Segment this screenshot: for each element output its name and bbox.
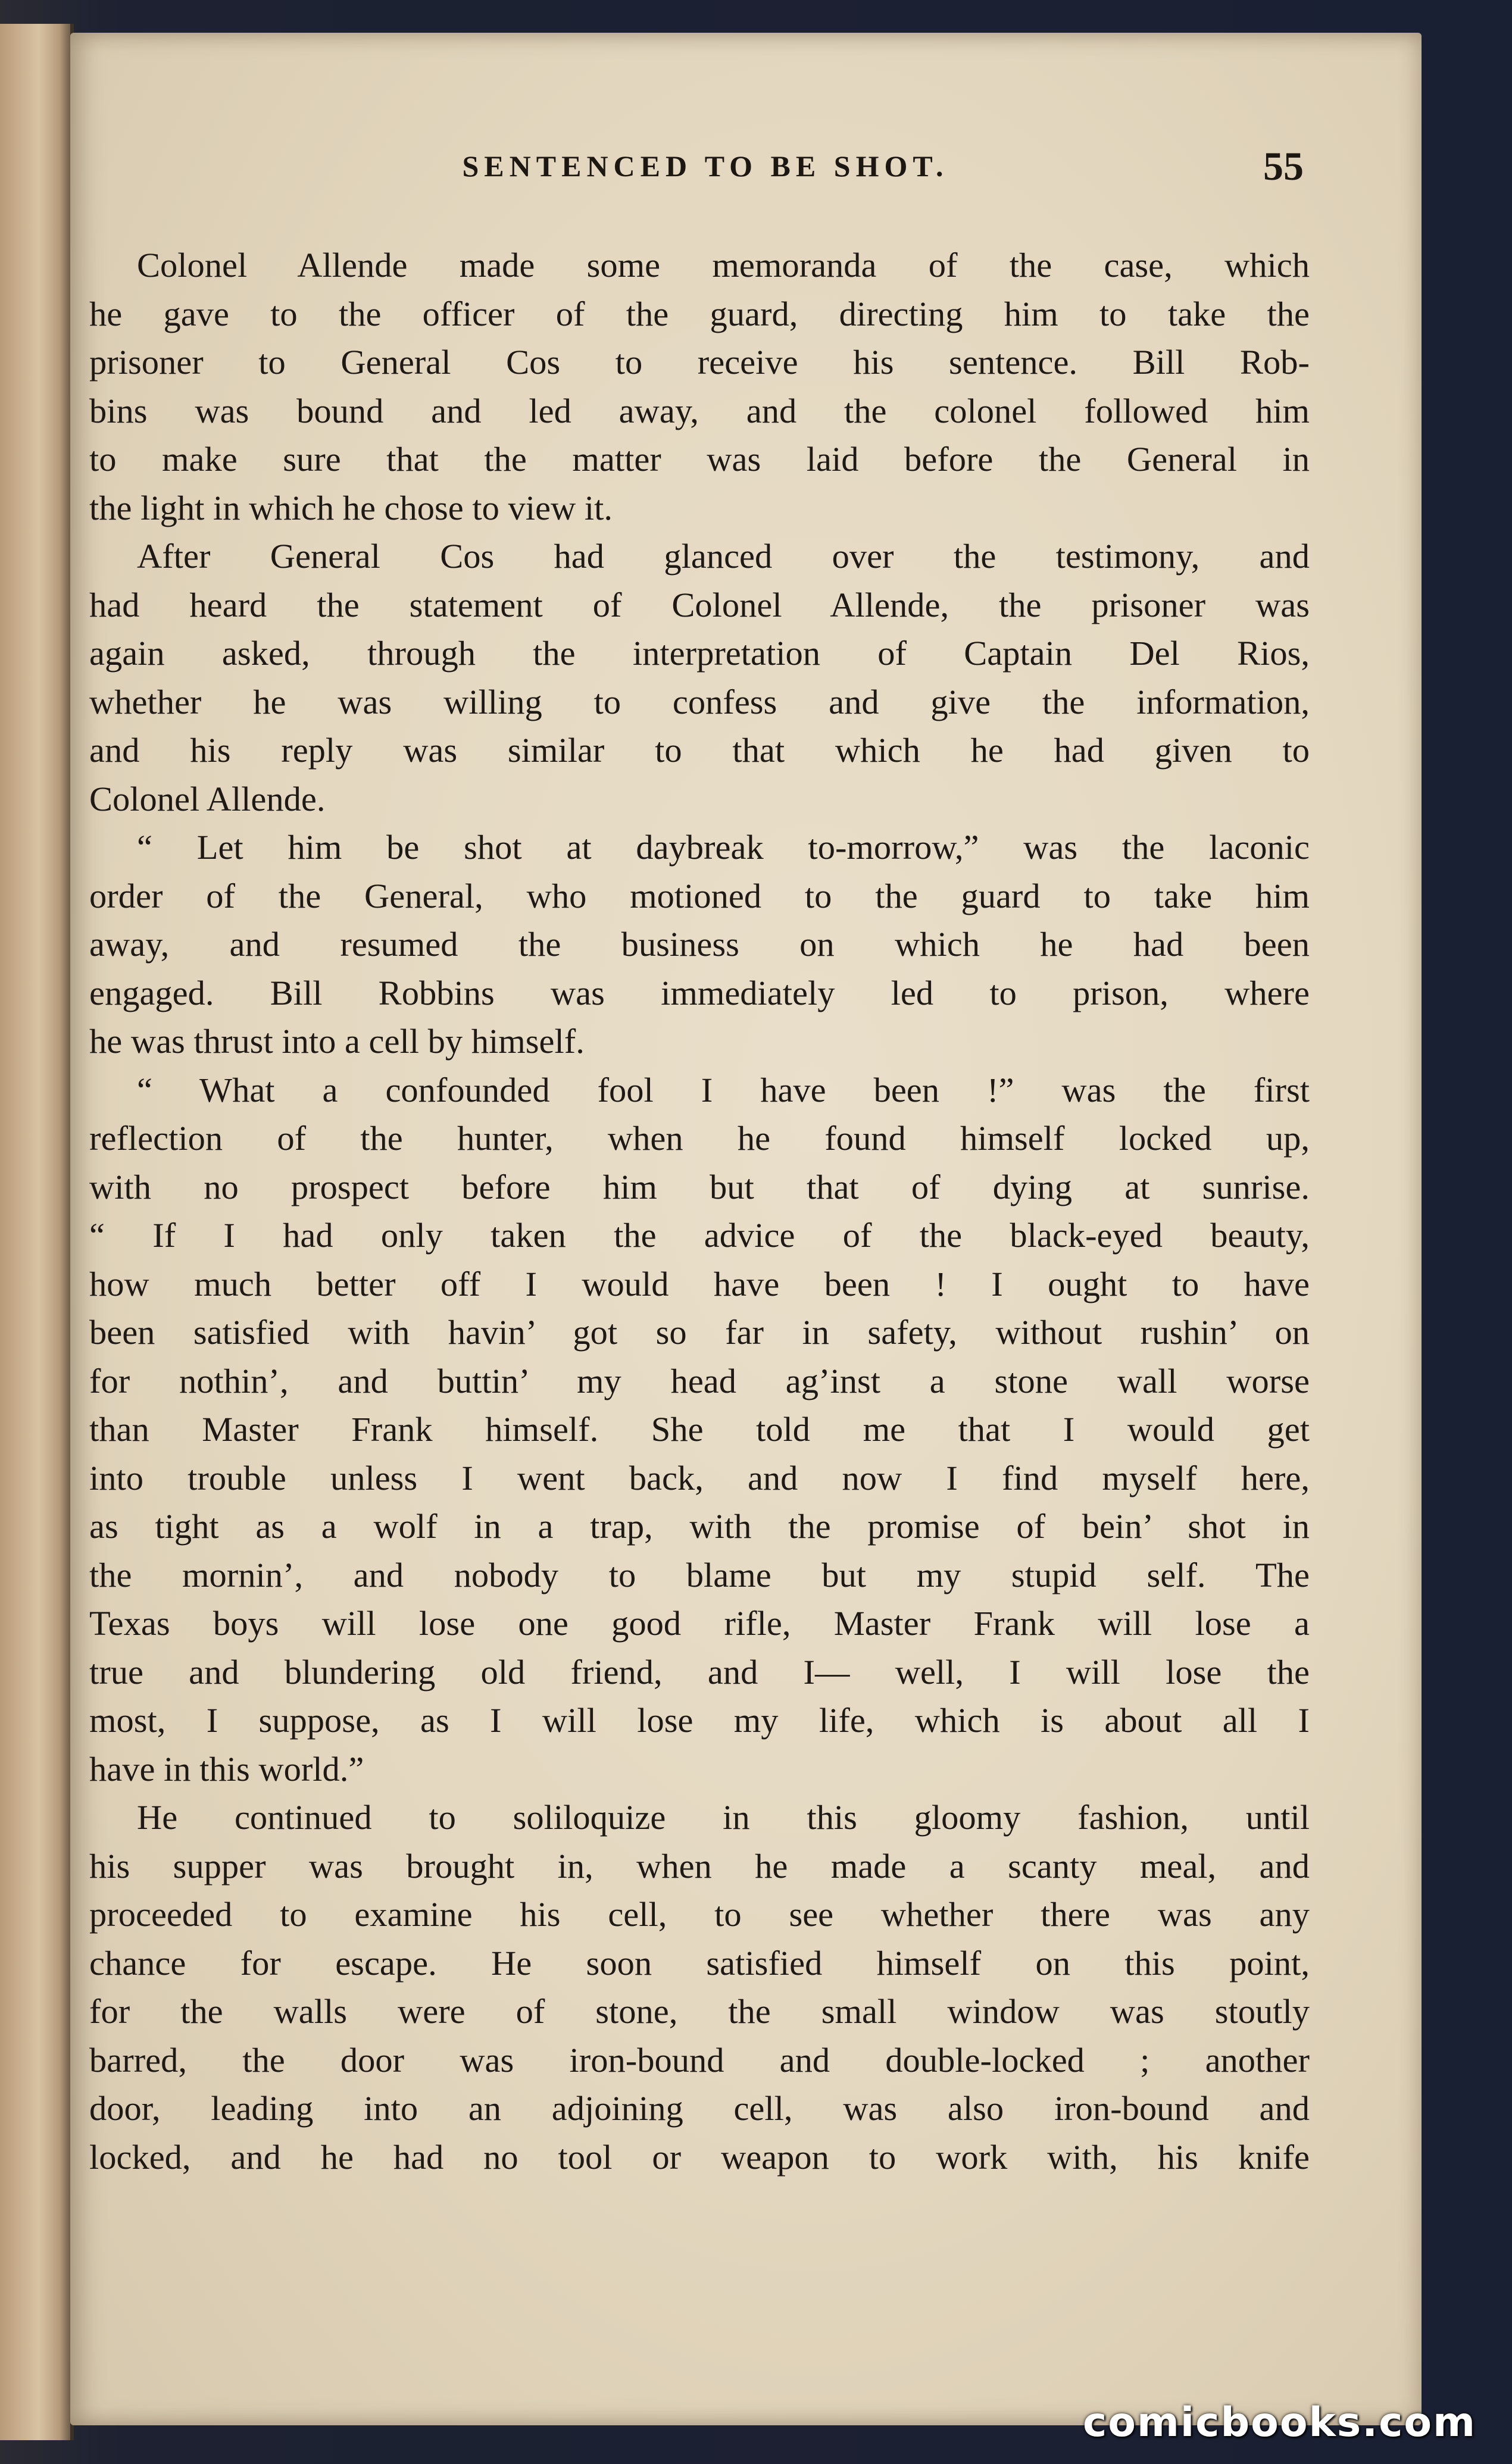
text-line: have in this world.” (89, 1749, 364, 1788)
text-line: to make sure that the matter was laid before the General in (89, 440, 1310, 479)
text-line: with no prospect before him but that of dying at sunrise. (89, 1167, 1310, 1206)
watermark-logo: comicbooks.com (1082, 2399, 1476, 2446)
text-line: whether he was willing to confess and give the information, (89, 682, 1310, 721)
text-line: been satisfied with havin’ got so far in safety, without rushin’ on (89, 1313, 1310, 1352)
text-line: again asked, through the interpretation of Captain Del Rios, (89, 634, 1310, 673)
paragraph (89, 823, 1310, 1066)
page-number: 55 (1263, 143, 1304, 189)
body-text (89, 241, 1310, 2181)
text-line: prisoner to General Cos to receive his sentence. Bill Rob- (89, 343, 1310, 382)
paragraph (89, 532, 1310, 823)
text-line: chance for escape. He soon satisfied himself on this point, (89, 1943, 1310, 1983)
text-line: engaged. Bill Robbins was immediately led to prison, where (89, 973, 1310, 1012)
text-line: for nothin’, and buttin’ my head ag’inst a stone wall worse (89, 1361, 1310, 1400)
text-line: After General Cos had glanced over the testimony, and (137, 537, 1310, 576)
paragraph (89, 241, 1310, 532)
paragraph (89, 1066, 1310, 1794)
text-line: he gave to the officer of the guard, directing him to take the (89, 294, 1310, 333)
text-line: had heard the statement of Colonel Allende, the prisoner was (89, 585, 1310, 624)
text-line: away, and resumed the business on which he had been (89, 925, 1310, 964)
text-line: the mornin’, and nobody to blame but my stupid self. The (89, 1555, 1310, 1594)
text-line: as tight as a wolf in a trap, with the promise of bein’ shot in (89, 1507, 1310, 1546)
text-line: true and blundering old friend, and I— well, I will lose the (89, 1652, 1310, 1691)
text-line: reflection of the hunter, when he found himself locked up, (89, 1119, 1310, 1158)
text-line: He continued to soliloquize in this gloomy fashion, until (137, 1798, 1310, 1837)
running-title: SENTENCED TO BE SHOT. (462, 149, 949, 183)
text-line: Texas boys will lose one good rifle, Master Frank will lose a (89, 1604, 1310, 1643)
text-line: he was thrust into a cell by himself. (89, 1022, 585, 1061)
text-line: into trouble unless I went back, and now I find myself here, (89, 1458, 1310, 1497)
text-line: “ If I had only taken the advice of the black-eyed beauty, (89, 1216, 1310, 1255)
text-line: “ What a confounded fool I have been !” was the first (137, 1070, 1310, 1109)
text-line: how much better off I would have been ! I ought to have (89, 1264, 1310, 1303)
paragraph (89, 1793, 1310, 2181)
text-line: for the walls were of stone, the small window was stoutly (89, 1992, 1310, 2031)
text-line: than Master Frank himself. She told me that I would get (89, 1410, 1310, 1449)
text-line: Colonel Allende made some memoranda of the case, which (137, 246, 1310, 284)
text-line: locked, and he had no tool or weapon to work with, his knife (89, 2137, 1310, 2177)
text-line: the light in which he chose to view it. (89, 488, 613, 527)
text-line: barred, the door was iron-bound and double-locked ; another (89, 2040, 1310, 2080)
text-line: his supper was brought in, when he made a scanty meal, and (89, 1846, 1310, 1885)
text-line: proceeded to examine his cell, to see whether there was any (89, 1895, 1310, 1934)
text-line: most, I suppose, as I will lose my life, which is about all I (89, 1701, 1310, 1740)
facing-page-edge (0, 24, 74, 2440)
running-head (107, 137, 1304, 190)
text-line: bins was bound and led away, and the colonel followed him (89, 391, 1310, 430)
text-line: Colonel Allende. (89, 779, 326, 818)
text-line: door, leading into an adjoining cell, was also iron-bound and (89, 2089, 1310, 2128)
text-line: order of the General, who motioned to the guard to take him (89, 876, 1310, 915)
text-line: and his reply was similar to that which he had given to (89, 731, 1310, 770)
text-line: “ Let him be shot at daybreak to-morrow,” was the laconic (137, 828, 1310, 867)
